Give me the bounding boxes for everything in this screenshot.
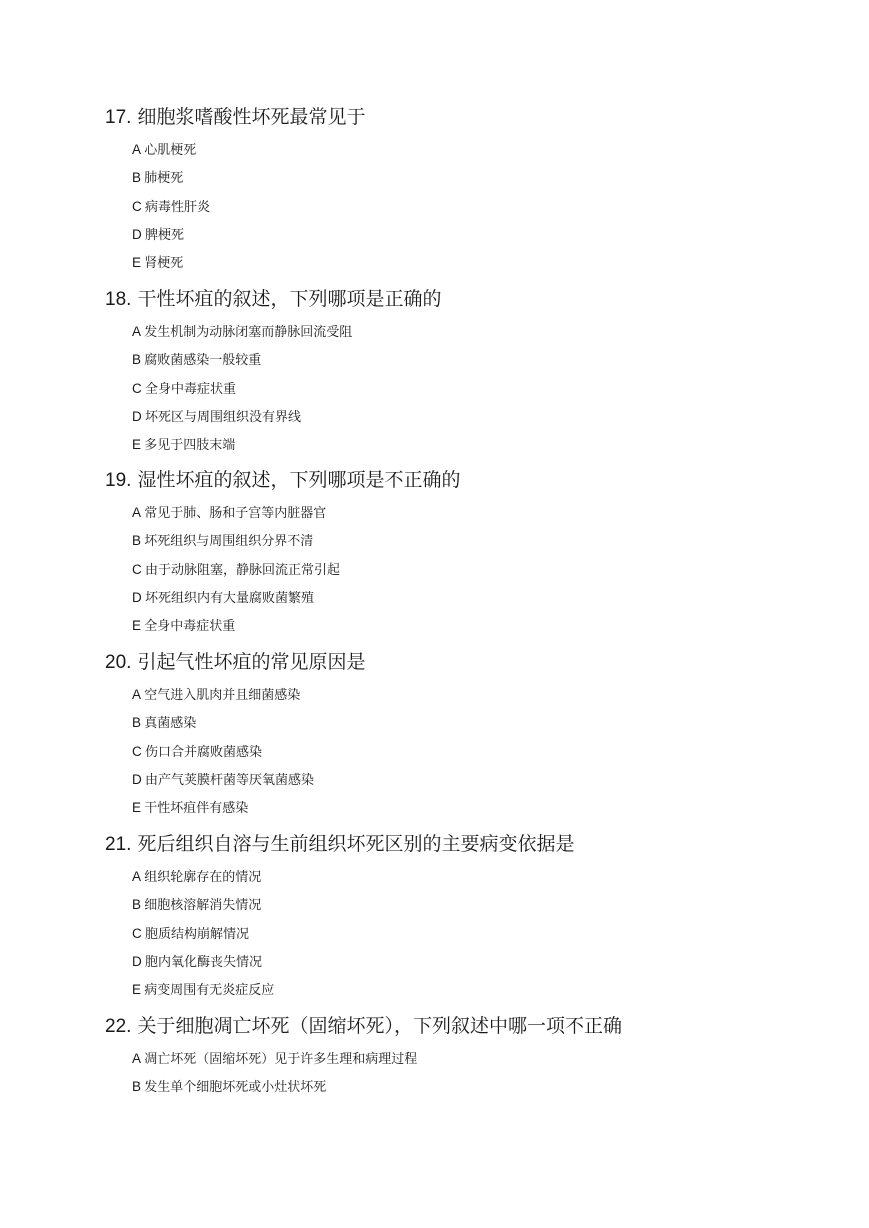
option-text: 胞内氧化酶丧失情况 <box>145 955 263 970</box>
option-text: 肺梗死 <box>144 171 184 186</box>
option-d <box>132 589 314 608</box>
option-letter: C <box>132 381 142 396</box>
option-letter: C <box>132 744 142 759</box>
option-text: 全身中毒症状重 <box>144 619 236 634</box>
option-letter: C <box>132 199 142 214</box>
option-d <box>132 953 262 972</box>
question-text: 引起气性坏疽的常见原因是 <box>137 651 366 673</box>
option-text: 坏死组织与周围组织分界不清 <box>144 534 314 549</box>
option-letter: B <box>132 715 142 730</box>
option-b <box>132 351 261 370</box>
question-number: 19. <box>105 470 132 491</box>
option-letter: B <box>132 352 142 367</box>
option-letter: B <box>132 170 142 185</box>
option-e <box>132 254 183 273</box>
question-heading <box>105 287 441 312</box>
option-letter: E <box>132 800 142 815</box>
option-a <box>132 323 352 342</box>
option-d <box>132 226 184 245</box>
option-letter: E <box>132 982 142 997</box>
option-letter: A <box>132 687 142 702</box>
option-text: 发生机制为动脉闭塞而静脉回流受阻 <box>144 325 353 340</box>
question-text: 干性坏疽的叙述，下列哪项是正确的 <box>137 288 442 310</box>
option-text: 腐败菌感染一般较重 <box>144 353 262 368</box>
question-text: 湿性坏疽的叙述，下列哪项是不正确的 <box>137 469 461 491</box>
question-heading <box>105 650 365 675</box>
option-text: 干性坏疽伴有感染 <box>144 801 249 816</box>
option-text: 多见于四肢末端 <box>144 438 236 453</box>
option-b <box>132 532 313 551</box>
question-heading <box>105 1014 622 1039</box>
question-heading <box>105 468 460 493</box>
option-b <box>132 896 261 915</box>
option-letter: E <box>132 437 142 452</box>
option-letter: D <box>132 409 142 424</box>
option-text: 常见于肺、肠和子宫等内脏器官 <box>144 506 327 521</box>
option-text: 真菌感染 <box>144 716 197 731</box>
option-text: 病变周围有无炎症反应 <box>144 983 275 998</box>
option-letter: A <box>132 505 142 520</box>
option-text: 肾梗死 <box>144 256 184 271</box>
option-letter: A <box>132 142 142 157</box>
option-text: 组织轮廓存在的情况 <box>144 870 262 885</box>
option-letter: A <box>132 1051 142 1066</box>
option-text: 空气进入肌肉并且细菌感染 <box>144 688 301 703</box>
option-letter: C <box>132 562 142 577</box>
option-text: 病毒性肝炎 <box>145 200 211 215</box>
question-number: 21. <box>105 834 132 855</box>
question-heading <box>105 105 365 130</box>
option-letter: E <box>132 255 142 270</box>
option-c <box>132 925 249 944</box>
option-text: 发生单个细胞坏死或小灶状坏死 <box>144 1080 327 1095</box>
option-e <box>132 617 235 636</box>
option-c <box>132 380 236 399</box>
option-text: 由产气荚膜杆菌等厌氧菌感染 <box>145 773 315 788</box>
question-number: 20. <box>105 652 132 673</box>
option-a <box>132 868 261 887</box>
option-text: 由于动脉阻塞，静脉回流正常引起 <box>145 563 341 578</box>
question-text: 细胞浆嗜酸性坏死最常见于 <box>137 106 366 128</box>
option-text: 脾梗死 <box>145 228 185 243</box>
option-e <box>132 436 235 455</box>
option-d <box>132 408 301 427</box>
question-number: 17. <box>105 107 132 128</box>
option-a <box>132 686 300 705</box>
question-heading <box>105 832 574 857</box>
option-a <box>132 141 196 160</box>
option-c <box>132 743 262 762</box>
option-text: 胞质结构崩解情况 <box>145 927 250 942</box>
option-letter: A <box>132 869 142 884</box>
option-b <box>132 169 183 188</box>
option-letter: A <box>132 324 142 339</box>
question-text: 死后组织自溶与生前组织坏死区别的主要病变依据是 <box>137 833 575 855</box>
option-letter: E <box>132 618 142 633</box>
option-b <box>132 1078 326 1097</box>
option-c <box>132 198 210 217</box>
option-letter: B <box>132 533 142 548</box>
option-text: 细胞核溶解消失情况 <box>144 898 262 913</box>
option-letter: C <box>132 926 142 941</box>
option-b <box>132 714 196 733</box>
option-text: 坏死组织内有大量腐败菌繁殖 <box>145 591 315 606</box>
option-e <box>132 799 248 818</box>
option-letter: D <box>132 590 142 605</box>
option-text: 伤口合并腐败菌感染 <box>145 745 263 760</box>
option-a <box>132 504 326 523</box>
option-text: 凋亡坏死（固缩坏死）见于许多生理和病理过程 <box>144 1052 418 1067</box>
option-letter: D <box>132 772 142 787</box>
option-letter: D <box>132 227 142 242</box>
option-e <box>132 981 274 1000</box>
question-text: 关于细胞凋亡坏死（固缩坏死），下列叙述中哪一项不正确 <box>137 1015 622 1037</box>
option-letter: B <box>132 897 142 912</box>
question-number: 22. <box>105 1016 132 1037</box>
option-text: 坏死区与周围组织没有界线 <box>145 410 302 425</box>
option-letter: D <box>132 954 142 969</box>
question-number: 18. <box>105 289 132 310</box>
option-d <box>132 771 314 790</box>
option-c <box>132 561 340 580</box>
option-text: 心肌梗死 <box>144 143 197 158</box>
option-letter: B <box>132 1079 142 1094</box>
option-a <box>132 1050 417 1069</box>
option-text: 全身中毒症状重 <box>145 382 237 397</box>
